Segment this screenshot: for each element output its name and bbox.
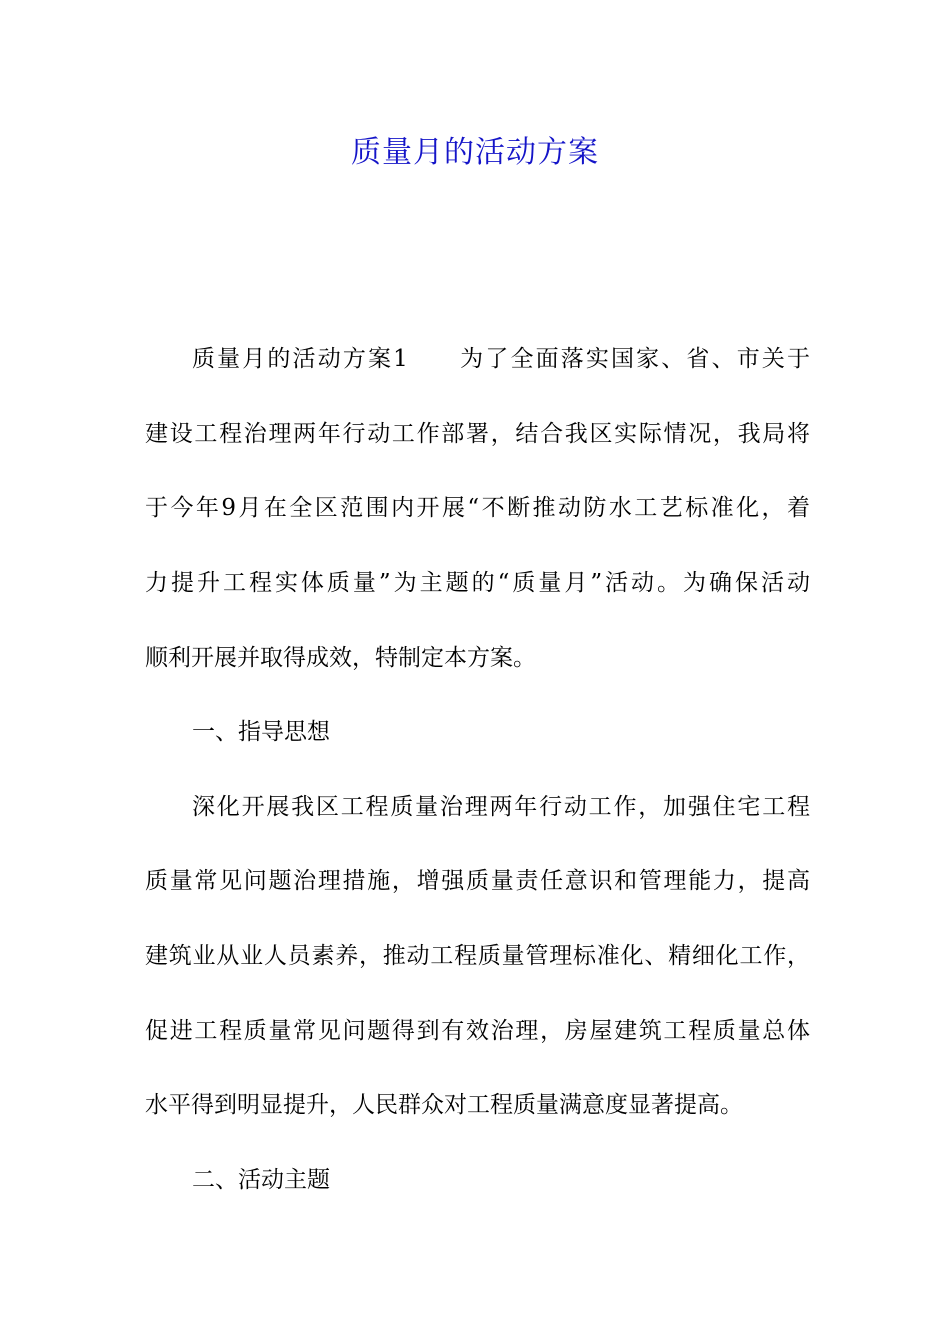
section-heading: 一、指导思想 xyxy=(192,719,330,745)
document-title: 质量月的活动方案 xyxy=(351,135,599,170)
paragraph-line: 顺利开展并取得成效，特制定本方案。 xyxy=(145,645,536,671)
paragraph-line: 质量月的活动方案1 为了全面落实国家、省、市关于 xyxy=(192,346,810,372)
paragraph-line: 促进工程质量常见问题得到有效治理，房屋建筑工程质量总体 xyxy=(145,1018,810,1044)
paragraph-line: 质量常见问题治理措施，增强质量责任意识和管理能力，提高 xyxy=(145,868,810,894)
paragraph-line: 水平得到明显提升，人民群众对工程质量满意度显著提高。 xyxy=(145,1092,743,1118)
paragraph-line: 力提升工程实体质量”为主题的“质量月”活动。为确保活动 xyxy=(145,570,810,596)
section-heading: 二、活动主题 xyxy=(192,1167,330,1193)
paragraph-line: 于今年9月在全区范围内开展“不断推动防水工艺标准化，着 xyxy=(145,495,810,521)
paragraph-line: 深化开展我区工程质量治理两年行动工作，加强住宅工程 xyxy=(192,794,810,820)
paragraph-line: 建设工程治理两年行动工作部署，结合我区实际情况，我局将 xyxy=(145,421,810,447)
paragraph-line: 建筑业从业人员素养，推动工程质量管理标准化、精细化工作， xyxy=(145,943,810,969)
